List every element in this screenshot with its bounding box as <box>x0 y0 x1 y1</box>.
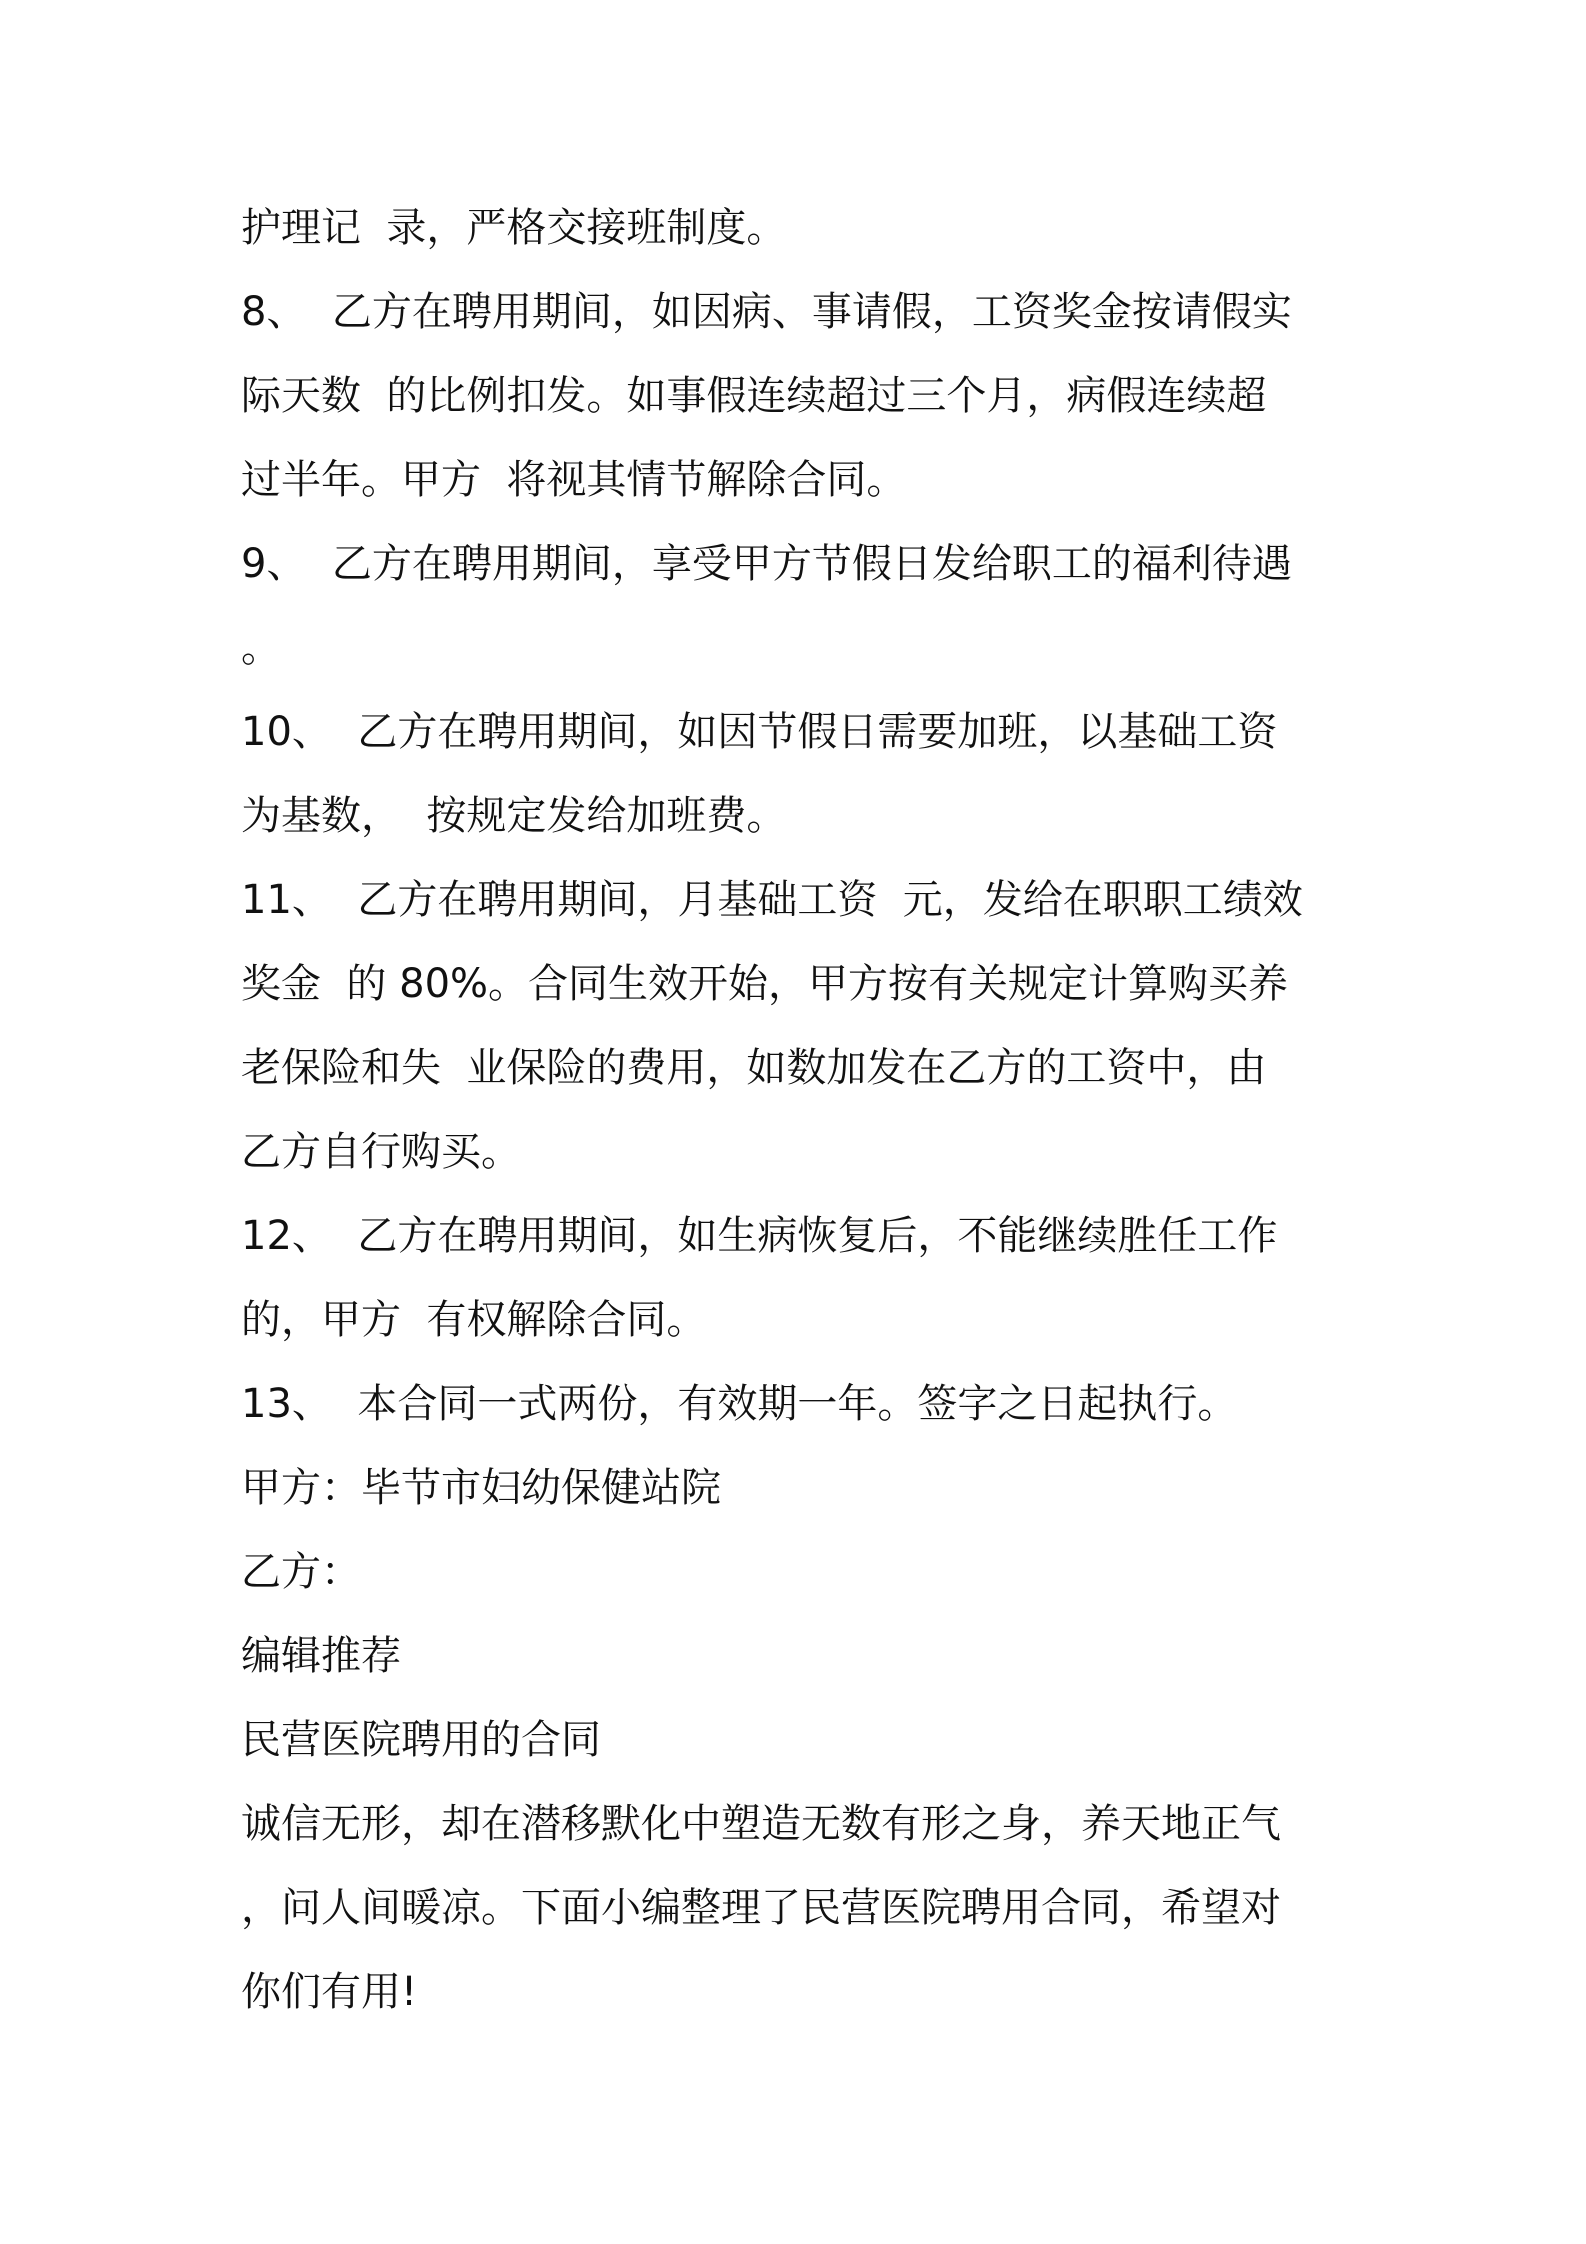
text-line: 。 <box>241 625 281 671</box>
clause-9-line: 9、 乙方在聘用期间，享受甲方节假日发给职工的福利待遇 <box>241 541 1292 587</box>
section-title: 民营医院聘用的合同 <box>241 1717 601 1763</box>
clause-13-line: 13、 本合同一式两份，有效期一年。签字之日起执行。 <box>241 1381 1238 1427</box>
party-b-line: 乙方： <box>241 1549 361 1595</box>
text-line: 奖金 的 80%。合同生效开始，甲方按有关规定计算购买养 <box>241 961 1289 1007</box>
text-line: 乙方自行购买。 <box>241 1129 521 1175</box>
text-line: 护理记 录，严格交接班制度。 <box>241 205 787 251</box>
party-a-line: 甲方：毕节市妇幼保健站院 <box>241 1465 721 1511</box>
clause-12-line: 12、 乙方在聘用期间，如生病恢复后，不能继续胜任工作 <box>241 1213 1278 1259</box>
clause-8-line: 8、 乙方在聘用期间，如因病、事请假，工资奖金按请假实 <box>241 289 1292 335</box>
text-line: 际天数 的比例扣发。如事假连续超过三个月，病假连续超 <box>241 373 1267 419</box>
intro-line: 你们有用! <box>241 1969 418 2015</box>
editor-recommend-heading: 编辑推荐 <box>241 1633 401 1679</box>
text-line: 为基数， 按规定发给加班费。 <box>241 793 787 839</box>
clause-10-line: 10、 乙方在聘用期间，如因节假日需要加班，以基础工资 <box>241 709 1278 755</box>
text-line: 的，甲方 有权解除合同。 <box>241 1297 707 1343</box>
intro-line: ，问人间暖凉。下面小编整理了民营医院聘用合同，希望对 <box>241 1885 1281 1931</box>
clause-11-line: 11、 乙方在聘用期间，月基础工资 元，发给在职职工绩效 <box>241 877 1303 923</box>
intro-line: 诚信无形，却在潜移默化中塑造无数有形之身，养天地正气 <box>241 1801 1281 1847</box>
text-line: 老保险和失 业保险的费用，如数加发在乙方的工资中，由 <box>241 1045 1267 1091</box>
text-line: 过半年。甲方 将视其情节解除合同。 <box>241 457 907 503</box>
